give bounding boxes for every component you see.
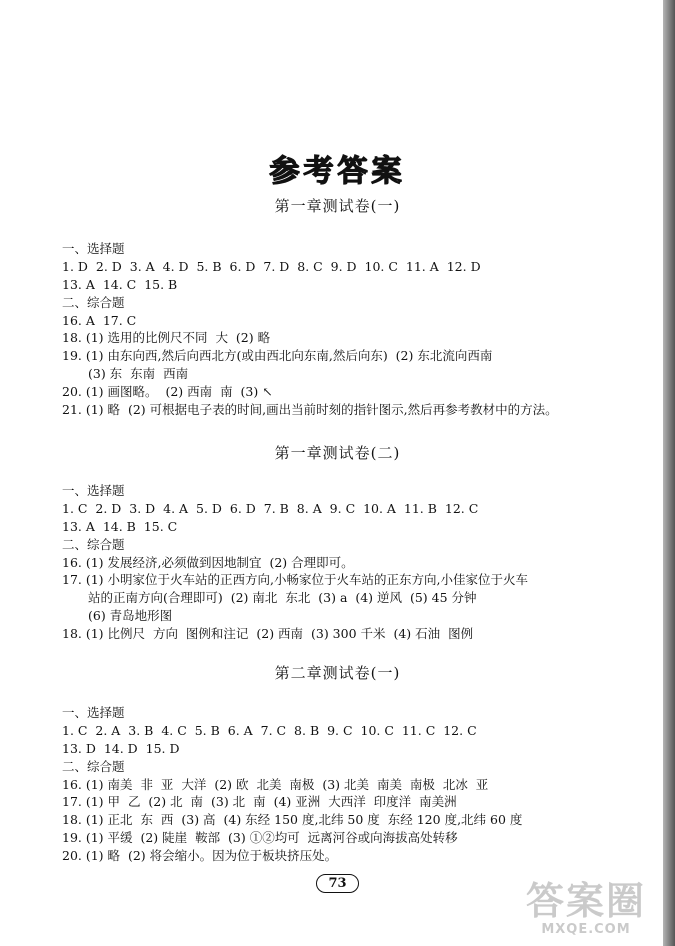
answer-line: 13. D 14. D 15. D xyxy=(62,740,180,756)
page-number-label: 73 xyxy=(316,874,358,893)
answer-line: 一、选择题 xyxy=(62,705,125,720)
answer-line: 二、综合题 xyxy=(62,294,125,310)
section-body-2 xyxy=(62,482,662,643)
page-title: 参考答案 xyxy=(269,154,406,189)
answer-line: 13. A 14. B 15. C xyxy=(62,518,178,534)
answer-line: 二、综合题 xyxy=(62,536,125,552)
answer-line: 19. (1) 由东向西,然后向西北方(或由西北向东南,然后向东) (2) 东北流向西南 xyxy=(62,348,493,364)
answer-line: 16. (1) 南美 非 亚 大洋 (2) 欧 北美 南极 (3) 北美 南美 南极 北冰 亚 xyxy=(62,776,489,792)
answer-line: (6) 青岛地形图 xyxy=(88,608,173,624)
answer-line: 18. (1) 选用的比例尺不同 大 (2) 略 xyxy=(62,330,271,346)
answer-line: 20. (1) 略 (2) 将会缩小。因为位于板块挤压处。 xyxy=(62,848,338,864)
section-title-3: 第二章测试卷(一) xyxy=(274,664,401,682)
answer-line: 18. (1) 正北 东 西 (3) 高 (4) 东经 150 度,北纬 50 度 东经 120 度,北纬 60 度 xyxy=(62,812,523,828)
scan-edge xyxy=(663,0,675,946)
answer-line: 16. A 17. C xyxy=(62,312,137,328)
answer-line: 19. (1) 平缓 (2) 陡崖 鞍部 (3) ①②均可 远离河谷或向海拔高处转移 xyxy=(62,830,458,846)
answer-line: 1. D 2. D 3. A 4. D 5. B 6. D 7. D 8. C 9. D 10. C 11. A 12. D xyxy=(62,258,481,274)
answer-line: 站的正南方向(合理即可) (2) 南北 东北 (3) a (4) 逆风 (5) 45 分钟 xyxy=(88,590,477,606)
answer-line: 1. C 2. D 3. D 4. A 5. D 6. D 7. B 8. A 9. C 10. A 11. B 12. C xyxy=(62,500,479,516)
answer-line: (3) 东 东南 西南 xyxy=(88,366,189,382)
answer-line: 13. A 14. C 15. B xyxy=(62,276,178,292)
section-title-1: 第一章测试卷(一) xyxy=(274,197,401,215)
answer-line: 18. (1) 比例尺 方向 图例和注记 (2) 西南 (3) 300 千米 (4) 石油 图例 xyxy=(62,626,474,642)
section-body-1 xyxy=(62,240,662,419)
watermark-url: MXQE.COM xyxy=(541,922,631,937)
answer-line: 20. (1) 画图略。 (2) 西南 南 (3) ↖ xyxy=(62,384,273,400)
answer-line: 一、选择题 xyxy=(62,483,125,498)
answer-line: 21. (1) 略 (2) 可根据电子表的时间,画出当前时刻的指针图示,然后再参考教材中的方法。 xyxy=(62,402,558,418)
answer-line: 17. (1) 甲 乙 (2) 北 南 (3) 北 南 (4) 亚洲 大西洋 印度洋 南美洲 xyxy=(62,794,457,810)
watermark-logo xyxy=(511,880,661,942)
answer-line: 1. C 2. A 3. B 4. C 5. B 6. A 7. C 8. B 9. C 10. C 11. C 12. C xyxy=(62,722,477,738)
section-body-3 xyxy=(62,704,662,865)
answer-line: 二、综合题 xyxy=(62,758,125,774)
section-title-2: 第一章测试卷(二) xyxy=(274,444,401,462)
answer-line: 16. (1) 发展经济,必须做到因地制宜 (2) 合理即可。 xyxy=(62,554,354,570)
answer-line: 一、选择题 xyxy=(62,241,125,256)
answer-line: 17. (1) 小明家位于火车站的正西方向,小畅家位于火车站的正东方向,小佳家位于火车 xyxy=(62,572,528,588)
watermark-text: 答案圈 xyxy=(525,879,646,923)
